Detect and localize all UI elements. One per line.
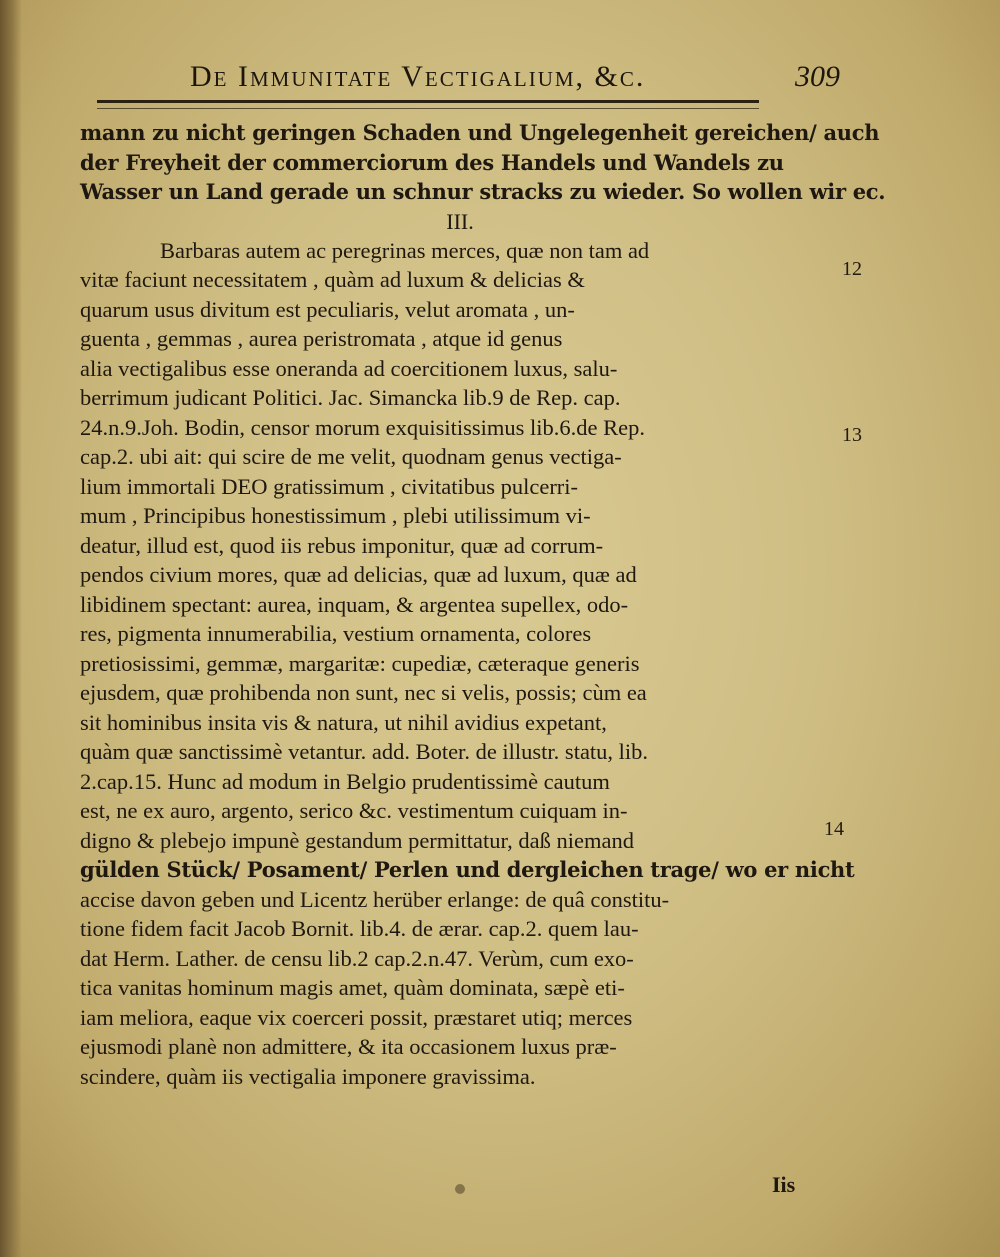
running-header xyxy=(190,60,840,100)
page-gutter-shadow xyxy=(0,0,22,1257)
page-ornament-dot xyxy=(455,1184,465,1194)
text-line: 24.n.9.Joh. Bodin, censor morum exquisitissimus lib.6.de Rep. xyxy=(80,414,645,440)
margin-note-13: 13 xyxy=(842,424,862,446)
text-line: alia vectigalibus esse oneranda ad coercitionem luxus, salu- xyxy=(80,355,618,381)
text-line: res, pigmenta innumerabilia, vestium ornamenta, colores xyxy=(80,621,592,646)
running-title: De Immunitate Vectigalium, &c. xyxy=(190,60,646,93)
header-rule-thin xyxy=(97,108,759,109)
text-line: scindere, quàm iis vectigalia imponere gravissima. xyxy=(80,1063,536,1089)
text-line: libidinem spectant: aurea, inquam, & argentea supellex, odo- xyxy=(80,591,629,617)
text-line: der Freyheit der commerciorum des Handels und Wandels zu xyxy=(80,149,784,175)
text-line: est, ne ex auro, argento, serico &c. vestimentum cuiquam in- xyxy=(80,798,628,823)
text-line: cap.2. ubi ait: qui scire de me velit, quodnam genus vectiga- xyxy=(80,444,622,469)
text-line: 2.cap.15. Hunc ad modum in Belgio prudentissimè cautum xyxy=(80,768,610,794)
text-line: quàm quæ sanctissimè vetantur. add. Boter. de illustr. statu, lib. xyxy=(80,739,649,764)
text-line: digno & plebejo impunè gestandum permittatur, daß niemand xyxy=(80,827,634,853)
page-number: 309 xyxy=(795,60,840,93)
margin-note-14: 14 xyxy=(824,818,844,840)
text-line: pretiosissimi, gemmæ, margaritæ: cupediæ, cæteraque generis xyxy=(80,650,640,676)
section-number: III. xyxy=(446,208,474,234)
text-line: dat Herm. Lather. de censu lib.2 cap.2.n.47. Verùm, cum exo- xyxy=(80,945,634,971)
text-line: mum , Principibus honestissimum , plebi utilissimum vi- xyxy=(80,503,591,528)
text-line: accise davon geben und Licentz herüber erlange: de quâ constitu- xyxy=(80,886,670,912)
text-line: quarum usus divitum est peculiaris, velut aromata , un- xyxy=(80,296,575,322)
text-line: ejusdem, quæ prohibenda non sunt, nec si velis, possis; cùm ea xyxy=(80,680,647,705)
text-line: pendos civium mores, quæ ad delicias, quæ ad luxum, quæ ad xyxy=(80,562,637,587)
margin-note-12: 12 xyxy=(842,258,862,280)
text-line: guenta , gemmas , aurea peristromata , atque id genus xyxy=(80,326,563,351)
text-line: mann zu nicht geringen Schaden und Ungelegenheit gereichen/ auch xyxy=(80,120,880,145)
text-line: Barbaras autem ac peregrinas merces, quæ non tam ad xyxy=(160,237,650,263)
text-line: Wasser un Land gerade un schnur stracks zu wieder. So wollen wir ec. xyxy=(80,179,886,204)
text-line: lium immortali DEO gratissimum , civitatibus pulcerri- xyxy=(80,473,579,499)
text-line: sit hominibus insita vis & natura, ut nihil avidius expetant, xyxy=(80,709,607,735)
text-line: berrimum judicant Politici. Jac. Simancka lib.9 de Rep. cap. xyxy=(80,385,621,410)
text-line: vitæ faciunt necessitatem , quàm ad luxum & delicias & xyxy=(80,267,585,292)
text-line: tica vanitas hominum magis amet, quàm dominata, sæpè eti- xyxy=(80,975,625,1000)
catchword: Iis xyxy=(772,1172,796,1197)
text-line: gülden Stück/ Posament/ Perlen und dergleichen trage/ wo er nicht xyxy=(80,857,855,882)
text-line: tione fidem facit Jacob Bornit. lib.4. de ærar. cap.2. quem lau- xyxy=(80,916,639,941)
text-line: iam meliora, eaque vix coerceri possit, præstaret utiq; merces xyxy=(80,1004,633,1030)
text-line: ejusmodi planè non admittere, & ita occasionem luxus præ- xyxy=(80,1034,617,1059)
header-rule xyxy=(97,100,759,103)
text-line: deatur, illud est, quod iis rebus imponitur, quæ ad corrum- xyxy=(80,532,604,558)
